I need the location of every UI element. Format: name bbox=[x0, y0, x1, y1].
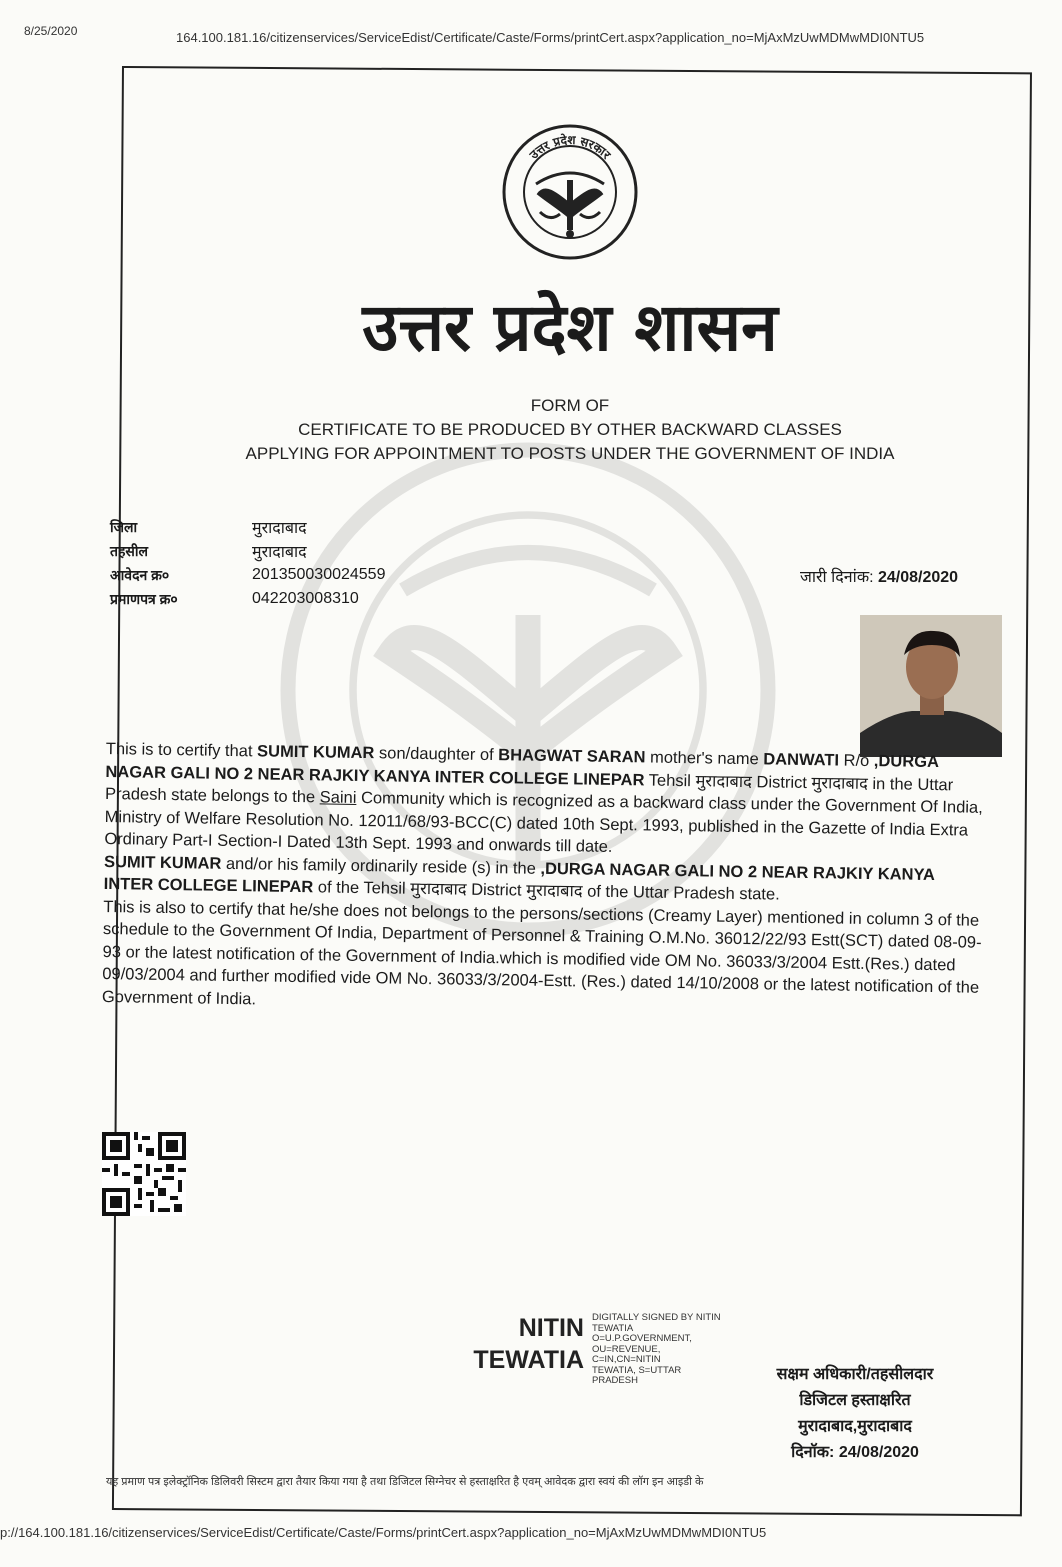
form-title bbox=[160, 394, 980, 466]
applicant-name: SUMIT KUMAR bbox=[256, 742, 375, 763]
certificate-number-label: प्रमाणपत्र क्र० bbox=[110, 590, 178, 607]
page-title: उत्तर प्रदेश शासन bbox=[362, 288, 778, 366]
print-date: 8/25/2020 bbox=[24, 24, 78, 38]
mother-name: DANWATI bbox=[763, 750, 840, 770]
authority-title: सक्षम अधिकारी/तहसीलदार bbox=[776, 1366, 934, 1383]
authority-date: दिनॉक: 24/08/2020 bbox=[791, 1444, 919, 1461]
footer-note: यह प्रमाण पत्र इलेक्ट्रॉनिक डिलिवरी सिस्टम द्वारा तैयार किया गया है तथा डिजिटल सिग्नेचर से हस्ताक्षरित है एवम् आवेदक द्वारा स्वयं की लॉग इन आइडी के bbox=[106, 1476, 704, 1488]
form-title-line1: FORM OF bbox=[530, 396, 610, 415]
authority-digital-signed: डिजिटल हस्ताक्षरित bbox=[799, 1392, 911, 1409]
issue-date-label: जारी दिनांक: bbox=[800, 569, 874, 586]
issuing-authority bbox=[720, 1362, 990, 1466]
applicant-photo bbox=[860, 615, 1002, 757]
print-url-footer: p://164.100.181.16/citizenservices/ServiceEdist/Certificate/Caste/Forms/printCert.aspx?application_no=MjAxMzUwMDMwMDI0NTU5 bbox=[0, 1525, 767, 1540]
certificate-number-value: 042203008310 bbox=[252, 590, 359, 607]
father-name: BHAGWAT SARAN bbox=[498, 746, 646, 767]
creamy-layer-paragraph: This is also to certify that he/she does not belongs to the persons/sections (Creamy Layer) mentioned in column 3 of the schedule to the Government Of India, Department of Personnel & Training O.M.No. 36012/22/93 Estt(SCT) dated 08-09-93 or the latest notification of the Government of India.which is modified vide OM No. 36033/3/2004 Estt.(Res.) dated 09/03/2004 and further modified vide OM No. 36033/3/2004-Estt. (Res.) dated 14/10/2008 or the latest notification of the Government of India. bbox=[101, 897, 982, 1008]
certificate-body bbox=[102, 738, 986, 1022]
district-label: जिला bbox=[110, 518, 138, 535]
qr-code-icon bbox=[102, 1132, 186, 1216]
community-name: Saini bbox=[319, 788, 357, 807]
signer-name bbox=[456, 1312, 584, 1376]
application-number-value: 201350030024559 bbox=[252, 566, 386, 583]
authority-location: मुरादाबाद,मुरादाबाद bbox=[798, 1418, 912, 1435]
application-number-label: आवेदन क्र० bbox=[110, 566, 170, 583]
up-government-emblem-icon bbox=[500, 122, 640, 262]
print-url-header: 164.100.181.16/citizenservices/ServiceEdist/Certificate/Caste/Forms/printCert.aspx?application_no=MjAxMzUwMDMwMDI0NTU5 bbox=[176, 30, 925, 45]
signer-name-line1: NITIN bbox=[518, 1314, 584, 1342]
applicant-name-repeat: SUMIT KUMAR bbox=[103, 852, 222, 873]
body-district: मुरादाबाद bbox=[811, 773, 869, 793]
svg-text:उत्तर प्रदेश सरकार bbox=[526, 133, 614, 163]
district-value: मुरादाबाद bbox=[252, 520, 307, 537]
certificate-meta bbox=[110, 515, 385, 611]
form-title-line3: APPLYING FOR APPOINTMENT TO POSTS UNDER THE GOVERNMENT OF INDIA bbox=[245, 444, 895, 463]
signer-name-line2: TEWATIA bbox=[473, 1346, 584, 1374]
applicant-address-repeat: ,DURGA NAGAR GALI NO 2 NEAR RAJKIY KANYA INTER COLLEGE LINEPAR bbox=[103, 859, 935, 897]
tehsil-value: मुरादाबाद bbox=[252, 544, 307, 561]
residence-paragraph: SUMIT KUMAR and/or his family ordinarily reside (s) in the ,DURGA NAGAR GALI NO 2 NEAR RAJKIY KANYA INTER COLLEGE LINEPAR of the Tehsil मुरादाबाद District मुरादाबाद of the Uttar Pradesh state. bbox=[103, 852, 935, 904]
applicant-address: ,DURGA NAGAR GALI NO 2 NEAR RAJKIY KANYA INTER COLLEGE LINEPAR bbox=[105, 752, 939, 789]
certification-paragraph: This is to certify that SUMIT KUMAR son/daughter of BHAGWAT SARAN mother's name DANWATI R/o ,DURGA NAGAR GALI NO 2 NEAR RAJKIY KANYA INTER COLLEGE LINEPAR Tehsil मुरादाबाद District मुरादाबाद in the Uttar Pradesh state belongs to the Saini Community which is recognized as a backward class under the Government Of India, Ministry of Welfare Resolution No. 12011/68/93-BCC(C) dated 10th Sept. 1993, published in the Gazette of India Extra Ordinary Part-I Section-I Dated 13th Sept. 1993 and onwards till date. bbox=[104, 739, 983, 856]
issue-date bbox=[800, 565, 958, 587]
body-tehsil: मुरादाबाद bbox=[695, 771, 753, 791]
emblem-text: उत्तर प्रदेश सरकार bbox=[526, 132, 614, 162]
tehsil-label: तहसील bbox=[110, 542, 148, 559]
digital-signature-info: DIGITALLY SIGNED BY NITIN TEWATIA O=U.P.GOVERNMENT, OU=REVENUE, C=IN,CN=NITIN TEWATIA, S=UTTAR PRADESH bbox=[592, 1312, 721, 1386]
issue-date-value: 24/08/2020 bbox=[878, 569, 959, 586]
form-title-line2: CERTIFICATE TO BE PRODUCED BY OTHER BACKWARD CLASSES bbox=[298, 420, 842, 439]
